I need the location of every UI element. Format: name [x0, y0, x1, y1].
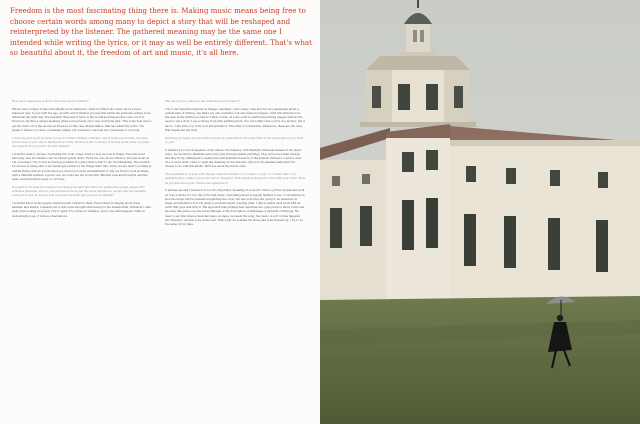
article-column-2 [165, 100, 305, 415]
interview-question: This set of yours, what are the connections that make it? [165, 100, 240, 103]
interview-question: You seem to be quite the observer. I've always thought that there are animal-like people, people who somehow fascinate, attract, and perhaps scare us just like some animals do, people who are beautiful even just to look at. Do you look at people the same way you look at animals? [12, 185, 146, 198]
article-column-1 [12, 100, 152, 415]
interview-answer: It matters a lot, but it depends on the album. For instance, with Bestiario Musicale instead of the music video, we decided to illustrate each song only through animal paintings. They were more than enough, and they fit my willingness to defend the interpretative freedom of the listener. Perhaps I could've used one or more music video to push the meaning in one direction only, but I'm satisfied with what I've chosen to do with this album. We'll see about the future ones. [165, 148, 302, 169]
interview-question: Speaking of images you also kind of speak of presentation. How important is the visual side of your work to you? [165, 136, 304, 144]
drum [360, 56, 476, 127]
interview-answer: I wouldn't want to escape, I'm having fun. It all comes down to how we look at things. Even the most annoying ones for instance can be turned upside down. Everyone can choose where to live and as far as I'm concerned, I try to live as much as possible in a place that is dear to me, the Maremma. The solution for me lies in being able to let myself get excited by the things that I like. Today we are used to looking at certain things with an accustomed eye, there is no more astonishment. If only we tried to look at things with a different attitude, a purer one, we could see the world with different eyes and thoughts, and the same would therefore apply to our lives. [12, 152, 152, 182]
interview-answer: I try to let myself be inspired by images, paintings. Lyrics wise, I like and I'm very passionate about a certain kind of writing, one that's not only narrative, but also made by images. I find this attitude to be the case in the writing evolution of Paolo Conte. At some point he started describing images without the need to tell a story. I see a strong bond with painting there. You can totally read a story in a picture, but it has to come from you, from your interpretation. This kind of connections, influences, these are the ones that inspire me the most. [165, 107, 305, 132]
central-block [386, 124, 452, 308]
interview-question: How much awareness is there? And how much is instinct? [12, 100, 89, 103]
pull-quote: Freedom is the most fascinating thing there is. Making music means being free to choose certain words among many to depict a story that will be reshaped and reinterpreted by the listener. The gathered meaning may be the same one I intended while writing the lyrics, or it may as well be entirely different. That's what so beautiful about it, the freedom of art and music, it's all here. [10, 6, 312, 57]
photo-page [320, 0, 640, 424]
interview-question: The presentation of your work though cannot be limited to a booklet, a cover, or a music video. You definitely have a style of your own and an imaginary that somehow shows the circle with your music. How do you feel about your clothes and appearance? [165, 173, 305, 185]
interview-answer: When I was younger it was undoubtedly more instinctive. Little by little it all comes out in a more reasoned way: it goes with the age, growth, and formation process that builds the personal journey of an individual day after day. The beautiful thing about lyrics is the words and images that come out of it. Everyone can find a unique meaning when a song meets one's own world and past. This is the best way to get the most out of the enormous freedom, in this case interpretative, that lies within the lyrics. You speak of nature of course, of animals, plants, but somehow I also feel the coarseness of concrete. [12, 107, 152, 132]
interview-answer: It amuses me and I believe it to be very important. Speaking of a record, I like to picture myself and work on it as a whole, it's not only lyrics and music, everything about it equally matters to me. I concentrate on how the songs will be presented regarding the cover, but also how they are going to be delivered on stage, and therefore how I'm going to present myself, wearing what. I like to match each work with an outfit that goes well with it. The approach that perhaps best describes me, going back to Paolo Conte and his song Alle prese con una verde Milonga, is the description of Atahualpa, a guitarist of Milonga. He used to say that when a musician steps on stage, he meets the song, the music. A sort of date happens and therefore one has to be at his best. That's why he polishes his shoes and is all dressed up. I try to do the same for my date. [165, 189, 305, 227]
right-wing [450, 126, 640, 308]
building-photo [320, 0, 640, 424]
interview-answer: I wouldn't know. Some people charm me and I dwell on them. Even when I'm singing about trees, animals, and nature, it amazes me to add some thoughts that belong to the human mind. Whatever I take away from looking at people, I try to apply it to a tree for instance, just to see what happens. Mine is undoubtedly a set of various observations. [12, 202, 151, 218]
interview-question: I don't see your work as naive, I'd say it's rather brilliant, animistic, and at times provocative. You have found a key of your own in talking about today. Would you like to escape from this world made of people and objects or is it good to be here instead? [12, 136, 150, 149]
lawn [320, 296, 640, 424]
